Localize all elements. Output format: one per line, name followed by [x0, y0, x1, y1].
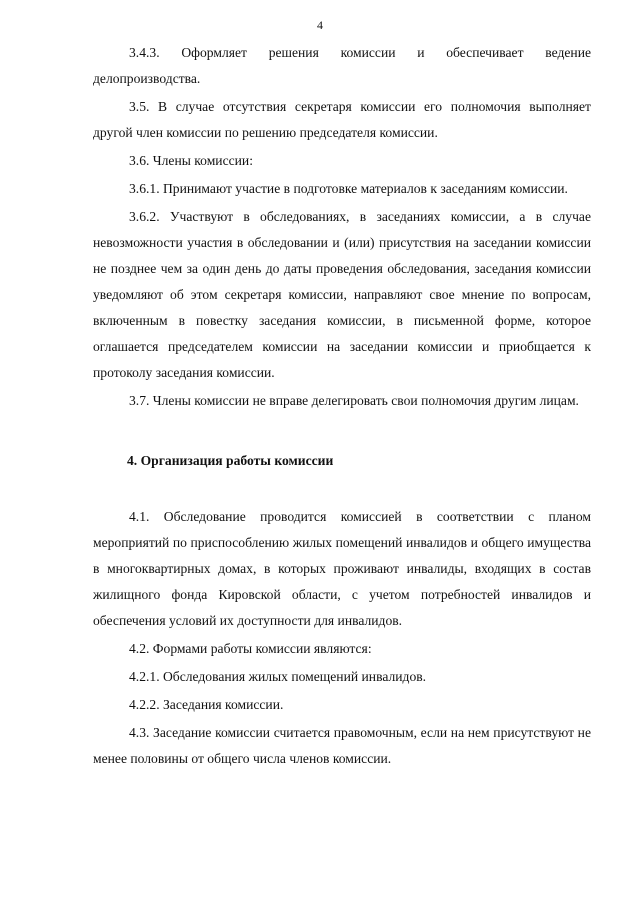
paragraph-4-1: 4.1. Обследование проводится комиссией в соответствии с планом мероприятий по приспособлению жилых помещений инвалидов и общего имущества в многоквартирных домах, в которых проживают инвалиды, входящих в состав жилищного фонда Кировской области, с учетом потребностей инвалидов и обеспечения условий их доступности для инвалидов. — [93, 509, 591, 628]
paragraph-4-3: 4.3. Заседание комиссии считается правомочным, если на нем присутствуют не менее половины от общего числа членов комиссии. — [93, 725, 591, 766]
paragraph-3-6-1: 3.6.1. Принимают участие в подготовке материалов к заседаниям комиссии. — [129, 181, 568, 196]
paragraph-3-6-2: 3.6.2. Участвуют в обследованиях, в заседаниях комиссии, а в случае невозможности участия в обследовании и (или) присутствия на заседании комиссии не позднее чем за один день до даты проведения обследования, заседания комиссии уведомляют об этом секретаря комиссии, направляют свое мнение по вопросам, включенным в повестку заседания комиссии, в письменной форме, которое оглашается председателем комиссии на заседании комиссии и приобщается к протоколу заседания комиссии. — [93, 209, 591, 380]
paragraph-3-6: 3.6. Члены комиссии: — [129, 153, 253, 168]
paragraph-4-2-1: 4.2.1. Обследования жилых помещений инвалидов. — [129, 669, 427, 684]
heading-spacer — [93, 474, 591, 504]
section-heading: 4. Организация работы комиссии — [127, 453, 334, 468]
paragraph-3-4-3: 3.4.3. Оформляет решения комиссии и обеспечивает ведение делопроизводства. — [93, 45, 591, 86]
paragraph-3-7: 3.7. Члены комиссии не вправе делегировать свои полномочия другим лицам. — [129, 393, 579, 408]
page-number: 4 — [317, 18, 323, 32]
paragraph-4-2-2: 4.2.2. Заседания комиссии. — [129, 697, 284, 712]
paragraph-3-5: 3.5. В случае отсутствия секретаря комиссии его полномочия выполняет другой член комиссии по решению председателя комиссии. — [93, 99, 591, 140]
paragraph-4-2: 4.2. Формами работы комиссии являются: — [129, 641, 372, 656]
document-body — [93, 40, 591, 772]
